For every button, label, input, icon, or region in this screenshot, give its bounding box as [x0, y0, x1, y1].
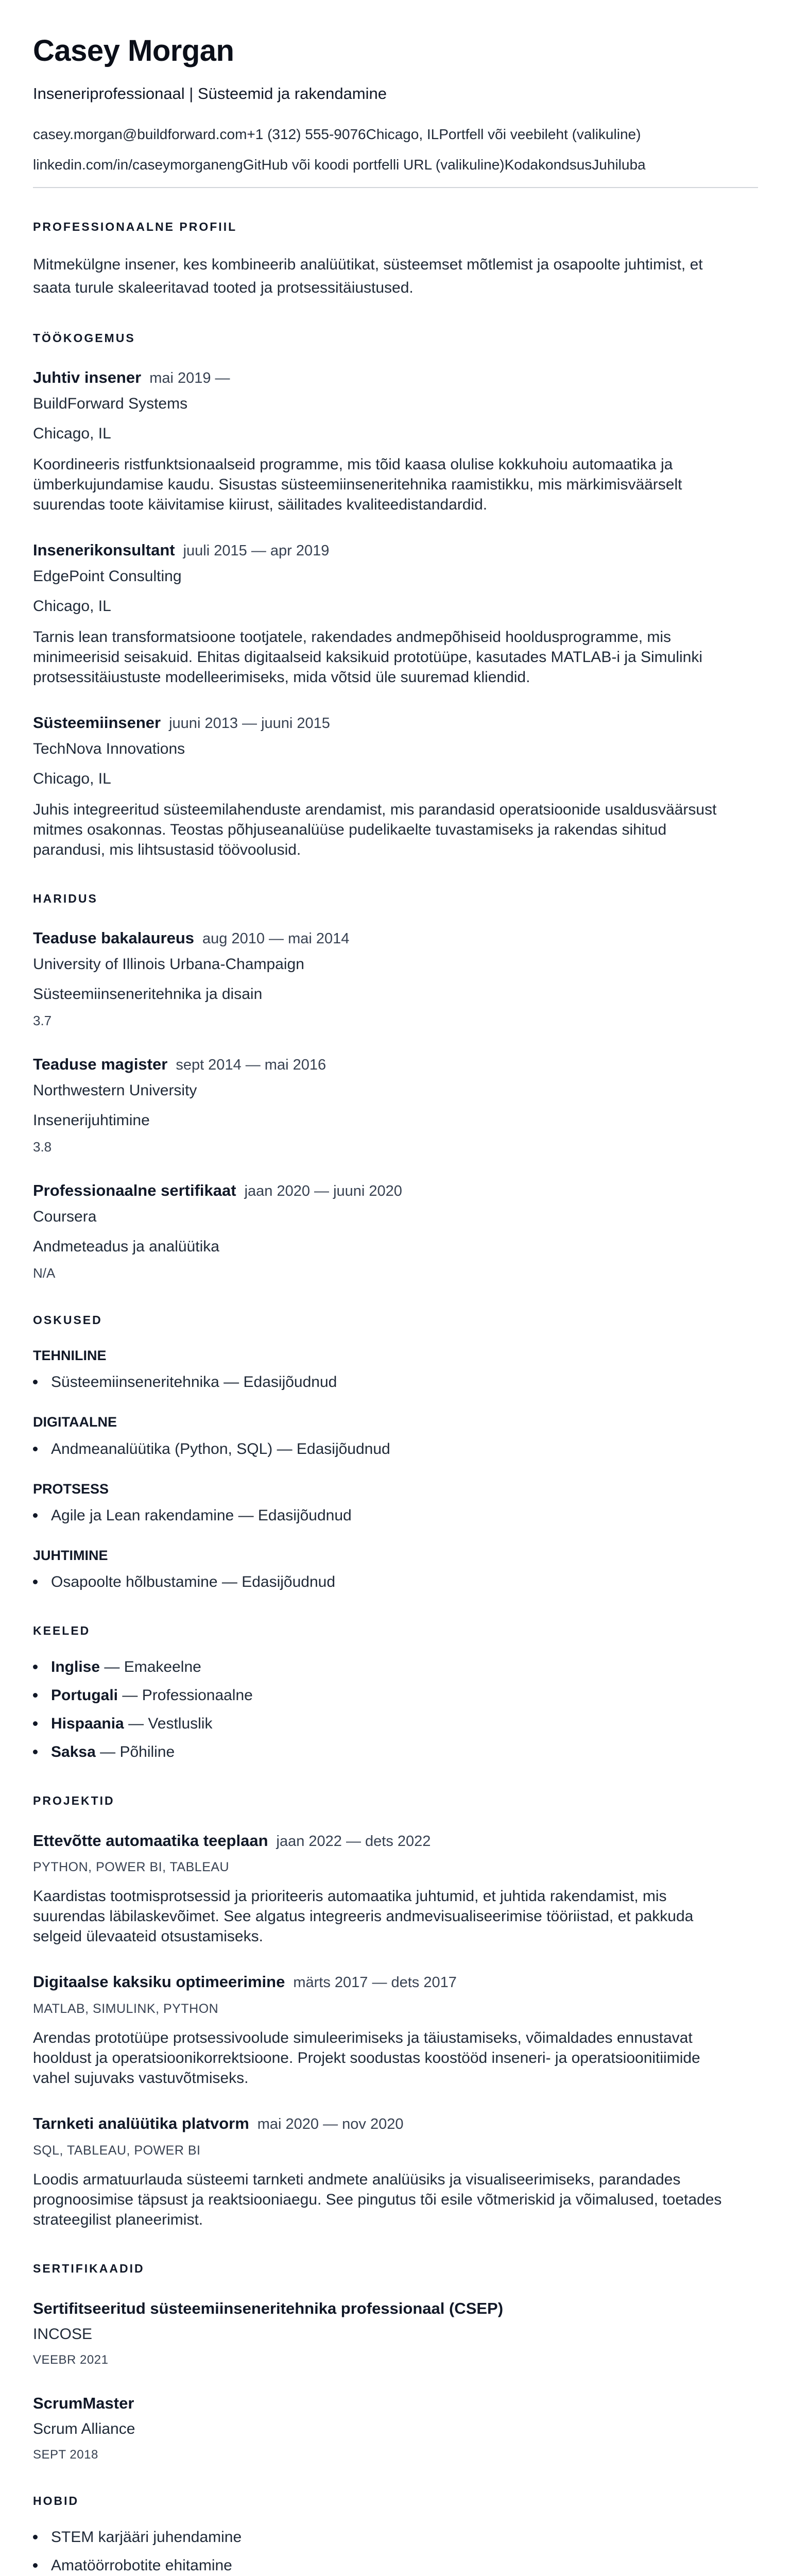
- contact-portfolio: Portfell või veebileht (valikuline): [439, 126, 641, 142]
- contact-license: Juhiluba: [592, 157, 646, 173]
- bullet-icon: [33, 1380, 38, 1384]
- education-item: [33, 1181, 758, 1281]
- project-tech: PYTHON, POWER BI, TABLEAU: [33, 1860, 230, 1875]
- language-text: [51, 1714, 212, 1734]
- section-projects: [33, 1794, 758, 2230]
- bullet-icon: [33, 1721, 38, 1726]
- certification-issuer: INCOSE: [33, 2325, 93, 2343]
- section-skills: [33, 1313, 758, 1592]
- section-experience: [33, 331, 758, 860]
- section-certifications: [33, 2262, 758, 2463]
- job-dates: juuni 2013 — juuni 2015: [169, 715, 330, 732]
- certification-date: VEEBR 2021: [33, 2352, 109, 2367]
- bullet-icon: [33, 1693, 38, 1698]
- project-description: Kaardistas tootmisprotsessid ja prioriteeris automaatika juhtumid, et juhtida rakendamist, mis suurendas läbilaskevõimet. See algatus integreeris andmevisualiseerimise tööriistad, et pakkuda selgeid ülevaateid otsustamiseks.: [33, 1888, 694, 1945]
- project-item: [33, 2114, 758, 2230]
- project-description: Arendas prototüüpe protsessivoolude simuleerimiseks ja täiustamiseks, võimaldades ennustavat hooldust ja operatsioonikorrektsioone. Projekt soodustas koostööd inseneri- ja operatsioonitiimide vahel sujuvaks vastuvõtmiseks.: [33, 2029, 700, 2087]
- language-name: Saksa: [51, 1743, 96, 1760]
- job-description: Tarnis lean transformatsioone tootjatele, rakendades andmepõhiseid hooldusprogramme, mis minimeerisid seisakuid. Ehitas digitaalseid kaksikuid prototüüpe, kasutades MATLAB-i ja Simulinki protsessitäiustuste modelleerimiseks, mida võtsid üle suuremad kliendid.: [33, 628, 703, 686]
- experience-item: [33, 368, 758, 515]
- project-dates: mai 2020 — nov 2020: [257, 2116, 404, 2133]
- skill-item: [33, 1572, 758, 1592]
- education-title-row: [33, 1181, 758, 1200]
- hobby-text: STEM karjääri juhendamine: [51, 2529, 242, 2546]
- skill-list: [33, 1439, 758, 1459]
- language-text: [51, 1685, 253, 1705]
- field-of-study: Süsteemiinseneritehnika ja disain: [33, 986, 263, 1003]
- job-company: EdgePoint Consulting: [33, 567, 182, 585]
- skill-item: [33, 1439, 758, 1459]
- certification-title: ScrumMaster: [33, 2394, 134, 2412]
- school-name: University of Illinois Urbana-Champaign: [33, 956, 304, 973]
- dash-separator: —: [122, 1686, 138, 1704]
- skill-group: [33, 1547, 758, 1592]
- job-company: TechNova Innovations: [33, 740, 185, 757]
- job-dates: juuli 2015 — apr 2019: [183, 543, 330, 560]
- candidate-headline: Inseneriprofessionaal | Süsteemid ja rakendamine: [33, 84, 387, 103]
- skill-group: [33, 1414, 758, 1459]
- degree-dates: sept 2014 — mai 2016: [176, 1057, 326, 1074]
- bullet-icon: [33, 1665, 38, 1669]
- skill-group-label: DIGITAALNE: [33, 1414, 117, 1430]
- project-title: Tarnketi analüütika platvorm: [33, 2114, 249, 2133]
- language-name: Portugali: [51, 1686, 118, 1704]
- experience-title-row: [33, 540, 758, 560]
- education-heading: HARIDUS: [33, 891, 98, 905]
- certification-title: Sertifitseeritud süsteemiinseneritehnika professionaal (CSEP): [33, 2299, 504, 2317]
- job-location: Chicago, IL: [33, 770, 111, 787]
- experience-heading: TÖÖKOGEMUS: [33, 331, 135, 345]
- skill-text: Andmeanalüütika (Python, SQL) — Edasijõudnud: [51, 1440, 390, 1458]
- skill-list: [33, 1572, 758, 1592]
- project-title: Ettevõtte automaatika teeplaan: [33, 1831, 268, 1850]
- profile-heading: PROFESSIONAALNE PROFIIL: [33, 220, 237, 234]
- contact-citizenship: Kodakondsus: [504, 157, 592, 173]
- language-level: Professionaalne: [142, 1686, 253, 1704]
- degree-dates: jaan 2020 — juuni 2020: [244, 1183, 402, 1200]
- contact-location: Chicago, IL: [366, 126, 439, 142]
- languages-heading: KEELED: [33, 1624, 91, 1638]
- job-title: Juhtiv insener: [33, 368, 142, 387]
- field-of-study: Insenerijuhtimine: [33, 1112, 150, 1129]
- school-name: Coursera: [33, 1208, 97, 1225]
- skill-list: [33, 1372, 758, 1392]
- job-description: Koordineeris ristfunktsionaalseid programme, mis tõid kaasa olulise kokkuhoiu automaatika ja ümberkujundamise kaudu. Sisustas süsteemiinseneritehnika raamistikku, mis märkimisväärselt suurendas toote käivitamise kiirust, säilitades kvaliteedistandardid.: [33, 456, 682, 514]
- language-text: [51, 1742, 175, 1762]
- project-item: [33, 1972, 758, 2088]
- hobby-item: [33, 2555, 758, 2575]
- skill-group-label: PROTSESS: [33, 1481, 109, 1497]
- degree-dates: aug 2010 — mai 2014: [202, 930, 350, 947]
- degree-title: Professionaalne sertifikaat: [33, 1181, 236, 1200]
- language-text: [51, 1657, 201, 1677]
- language-item: [33, 1742, 758, 1762]
- dash-separator: —: [104, 1658, 120, 1675]
- skill-group-label: TEHNILINE: [33, 1347, 107, 1363]
- skill-item: [33, 1372, 758, 1392]
- section-hobbies: [33, 2494, 758, 2576]
- projects-heading: PROJEKTID: [33, 1793, 115, 1807]
- bullet-icon: [33, 2563, 38, 2568]
- dash-separator: —: [100, 1743, 116, 1760]
- project-tech: SQL, TABLEAU, POWER BI: [33, 2143, 201, 2158]
- skill-text: Süsteemiinseneritehnika — Edasijõudnud: [51, 1374, 337, 1391]
- job-description: Juhis integreeritud süsteemilahenduste arendamist, mis parandasid operatsioonide usaldusväärsust mitmes osakonnas. Teostas põhjuseanalüüse pudelikaelte tuvastamiseks ja rakendas sihitud parandusi, mis lihtsustasid töövoolusid.: [33, 801, 717, 858]
- bullet-icon: [33, 1447, 38, 1451]
- hobbies-heading: HOBID: [33, 2494, 79, 2508]
- section-languages: [33, 1624, 758, 1762]
- contact-linkedin: linkedin.com/in/caseymorganeng: [33, 157, 243, 173]
- hobby-item: [33, 2527, 758, 2547]
- bullet-icon: [33, 1513, 38, 1518]
- language-item: [33, 1685, 758, 1705]
- education-title-row: [33, 1055, 758, 1074]
- job-location: Chicago, IL: [33, 597, 111, 615]
- project-tech: MATLAB, SIMULINK, PYTHON: [33, 2002, 219, 2016]
- gpa-value: 3.7: [33, 1013, 52, 1029]
- certification-date: SEPT 2018: [33, 2447, 98, 2462]
- skill-list: [33, 1505, 758, 1526]
- header-divider: [33, 187, 758, 188]
- experience-item: [33, 713, 758, 860]
- contact-github: GitHub või koodi portfelli URL (valikuline): [243, 157, 505, 173]
- profile-text: Mitmekülgne insener, kes kombineerib analüütikat, süsteemset mõtlemist ja osapoolte juhtimist, et saata turule skaleeritavad tooted ja protsessitäiustused.: [33, 256, 703, 296]
- language-level: Vestluslik: [148, 1715, 213, 1732]
- job-title: Süsteemiinsener: [33, 713, 161, 732]
- experience-item: [33, 540, 758, 687]
- project-item: [33, 1831, 758, 1947]
- bullet-icon: [33, 2535, 38, 2539]
- contact-line-1: [33, 126, 758, 143]
- degree-title: Teaduse magister: [33, 1055, 168, 1074]
- experience-title-row: [33, 713, 758, 733]
- experience-title-row: [33, 368, 758, 387]
- project-title-row: [33, 1972, 758, 1992]
- contact-email: casey.morgan@buildforward.com: [33, 126, 247, 142]
- field-of-study: Andmeteadus ja analüütika: [33, 1238, 219, 1255]
- language-name: Hispaania: [51, 1715, 124, 1732]
- project-title-row: [33, 1831, 758, 1851]
- certification-item: [33, 2299, 758, 2368]
- bullet-icon: [33, 1750, 38, 1754]
- skill-text: Agile ja Lean rakendamine — Edasijõudnud: [51, 1506, 352, 1524]
- skill-group: [33, 1347, 758, 1392]
- contact-line-2: [33, 156, 758, 174]
- skill-group-label: JUHTIMINE: [33, 1547, 108, 1563]
- resume-header: [33, 34, 758, 188]
- certification-issuer: Scrum Alliance: [33, 2420, 135, 2437]
- education-item: [33, 928, 758, 1029]
- language-name: Inglise: [51, 1658, 100, 1675]
- language-level: Emakeelne: [124, 1658, 201, 1675]
- project-title-row: [33, 2114, 758, 2133]
- project-title: Digitaalse kaksiku optimeerimine: [33, 1973, 285, 1991]
- education-item: [33, 1055, 758, 1155]
- project-description: Loodis armatuurlauda süsteemi tarnketi andmete analüüsiks ja visualiseerimiseks, parandades prognoosimise täpsust ja reaktsiooniaegu. See pingutus tõi esile võtmeriskid ja võimalused, toetades strateegilist planeerimist.: [33, 2171, 722, 2228]
- job-location: Chicago, IL: [33, 425, 111, 443]
- language-level: Põhiline: [119, 1743, 175, 1760]
- language-list: [33, 1657, 758, 1762]
- job-title: Insenerikonsultant: [33, 541, 175, 560]
- hobby-list: [33, 2527, 758, 2576]
- education-title-row: [33, 928, 758, 948]
- contact-phone: +1 (312) 555-9076: [247, 126, 366, 142]
- skill-group: [33, 1481, 758, 1526]
- skill-item: [33, 1505, 758, 1526]
- project-dates: märts 2017 — dets 2017: [293, 1974, 457, 1991]
- language-item: [33, 1657, 758, 1677]
- section-profile: [33, 220, 758, 299]
- skill-text: Osapoolte hõlbustamine — Edasijõudnud: [51, 1573, 336, 1591]
- job-dates: mai 2019 —: [149, 370, 230, 387]
- dash-separator: —: [128, 1715, 144, 1732]
- project-dates: jaan 2022 — dets 2022: [276, 1833, 431, 1850]
- candidate-name: Casey Morgan: [33, 34, 234, 67]
- language-item: [33, 1714, 758, 1734]
- section-education: [33, 892, 758, 1282]
- hobby-text: Amatöörrobotite ehitamine: [51, 2557, 232, 2574]
- job-company: BuildForward Systems: [33, 395, 188, 413]
- gpa-value: 3.8: [33, 1139, 52, 1155]
- bullet-icon: [33, 1580, 38, 1584]
- certifications-heading: SERTIFIKAADID: [33, 2261, 145, 2275]
- skills-heading: OSKUSED: [33, 1313, 102, 1327]
- certification-item: [33, 2394, 758, 2463]
- gpa-value: N/A: [33, 1265, 56, 1281]
- degree-title: Teaduse bakalaureus: [33, 929, 195, 947]
- school-name: Northwestern University: [33, 1082, 197, 1099]
